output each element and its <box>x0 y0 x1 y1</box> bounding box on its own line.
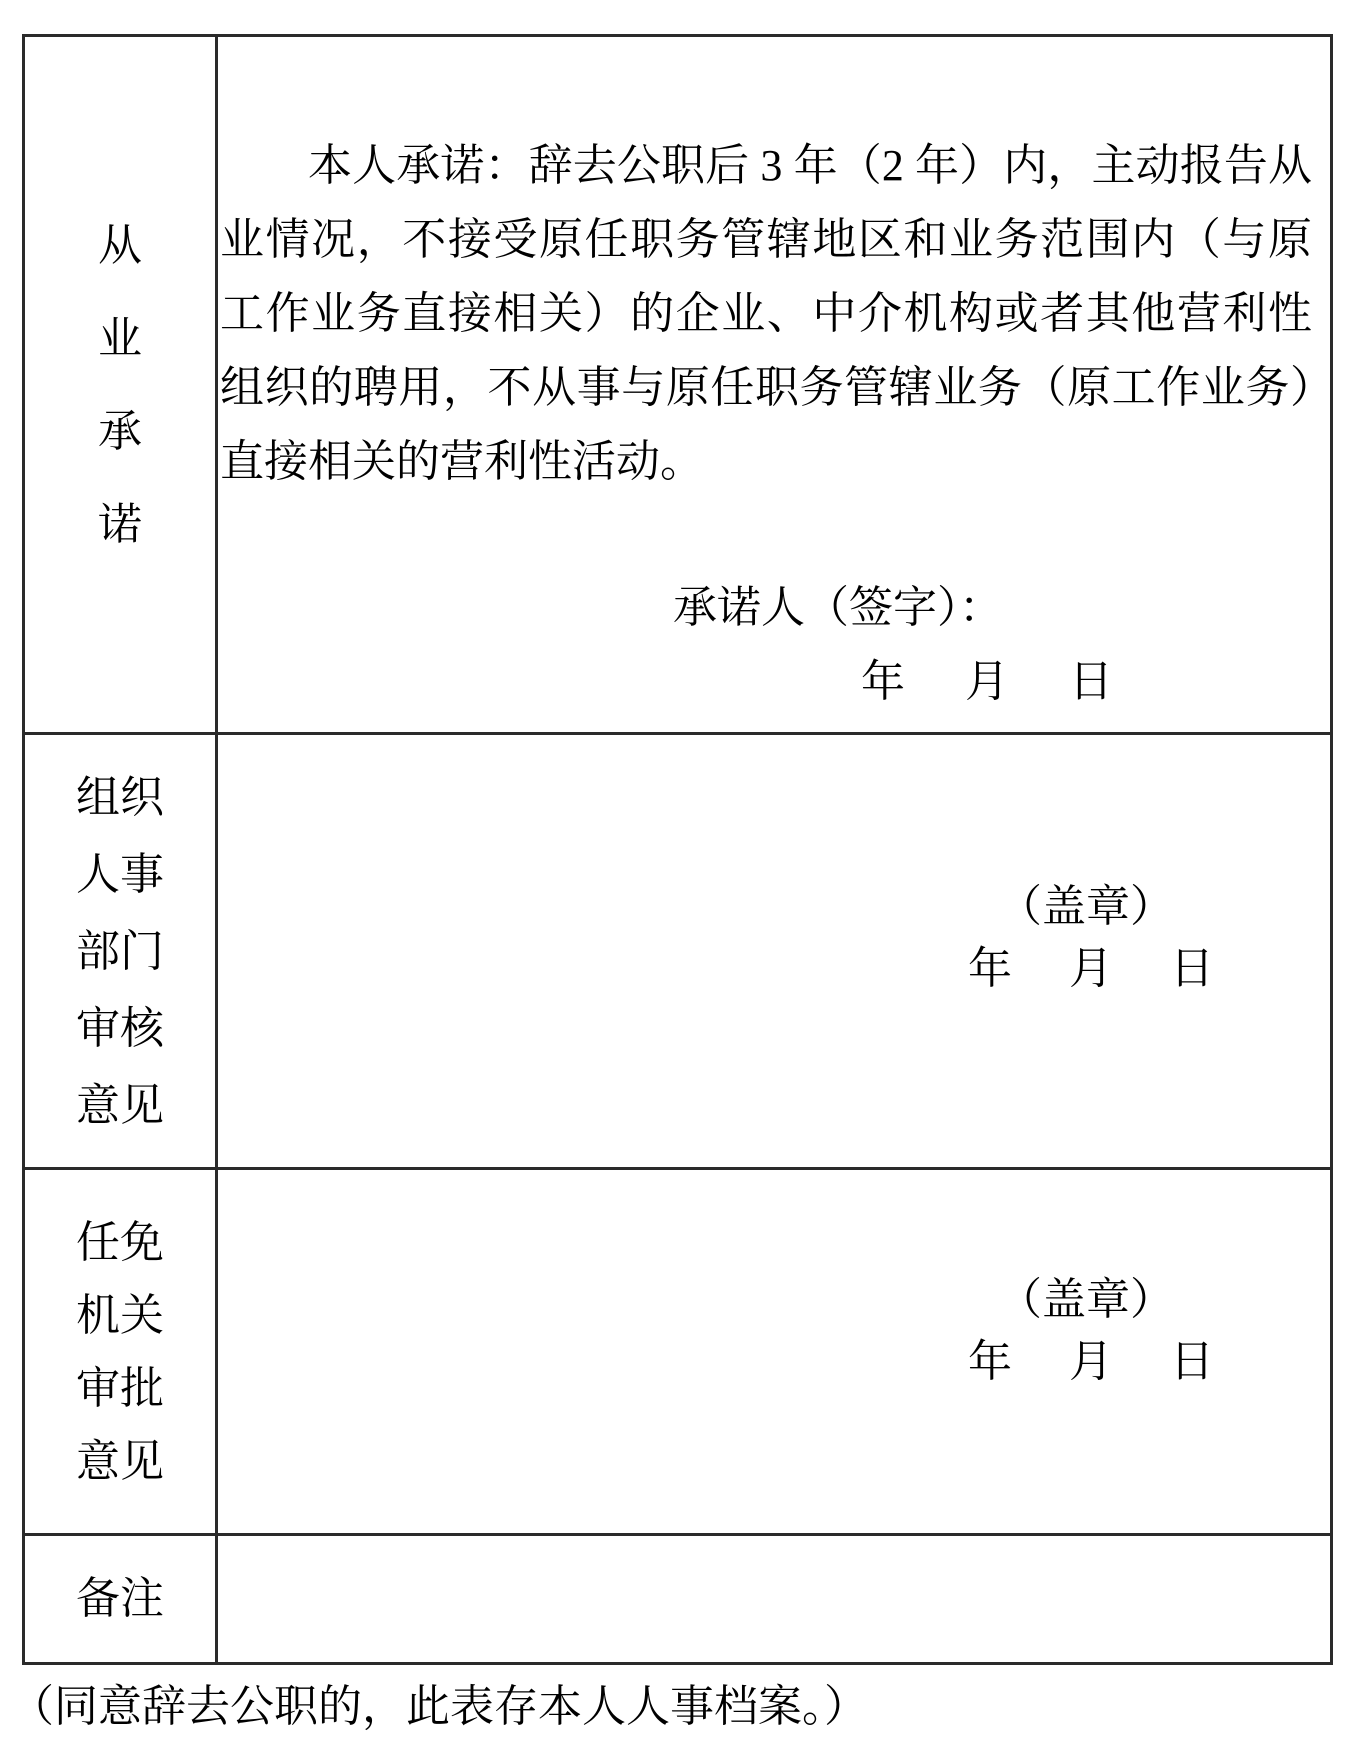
header-line: 备注 <box>76 1574 164 1623</box>
seal-label: （盖章） <box>998 882 1174 931</box>
header-char: 承 <box>98 406 142 456</box>
seal-placeholder <box>998 877 1174 937</box>
header-char: 业 <box>98 313 142 363</box>
header-char: 从 <box>98 220 142 270</box>
month-label: 月 <box>965 656 1009 706</box>
table-row-appointment-authority-approval <box>24 1169 1332 1535</box>
row-header-label <box>25 1569 215 1629</box>
approval-date-line <box>968 1330 1214 1394</box>
day-label: 日 <box>1170 1336 1214 1386</box>
remarks-cell <box>217 1535 1332 1664</box>
employment-commitment-cell <box>217 36 1332 734</box>
year-label: 年 <box>968 944 1012 993</box>
footer-note: （同意辞去公职的，此表存本人人事档案。） <box>10 1682 868 1731</box>
header-char: 诺 <box>98 499 142 549</box>
signer-label: 承诺人（签字）： <box>673 582 1003 632</box>
year-label: 年 <box>968 1336 1012 1386</box>
header-line: 任免 <box>76 1217 164 1267</box>
header-line: 意见 <box>76 1080 164 1130</box>
signer-signature-line <box>673 571 1003 645</box>
header-line: 审批 <box>76 1363 164 1413</box>
table-row-org-personnel-review <box>24 734 1332 1169</box>
row-header-remarks <box>24 1535 217 1664</box>
org-personnel-review-content <box>218 877 1330 1025</box>
header-line: 意见 <box>76 1436 164 1486</box>
row-header-org-personnel-review <box>24 734 217 1169</box>
month-label: 月 <box>1069 944 1113 993</box>
employment-commitment-content <box>218 51 1330 719</box>
header-line: 审核 <box>76 1003 164 1053</box>
header-line: 部门 <box>76 926 164 976</box>
row-header-label <box>25 1206 215 1498</box>
day-label: 日 <box>1170 944 1214 993</box>
resignation-form-table <box>22 34 1333 1665</box>
header-line: 机关 <box>76 1290 164 1340</box>
header-line: 组织 <box>76 772 164 822</box>
year-label: 年 <box>861 656 905 706</box>
table-row-employment-commitment <box>24 36 1332 734</box>
row-header-label <box>25 199 215 571</box>
row-header-appointment-authority-approval <box>24 1169 217 1535</box>
commitment-paragraph: 本人承诺：辞去公职后 3 年（2 年）内，主动报告从业情况，不接受原任职务管辖地区和业务范围内（与原工作业务直接相关）的企业、中介机构或者其他营利性组织的聘用，不从事与原任职务管辖业务（原工作业务）直接相关的营利性活动。 <box>220 140 1312 486</box>
day-label: 日 <box>1069 656 1113 706</box>
appointment-authority-approval-cell <box>217 1169 1332 1535</box>
row-header-label <box>25 759 215 1144</box>
seal-placeholder <box>998 1270 1174 1330</box>
org-personnel-review-cell <box>217 734 1332 1169</box>
review-date-line <box>968 937 1214 1001</box>
row-header-employment-commitment <box>24 36 217 734</box>
table-row-remarks <box>24 1535 1332 1664</box>
month-label: 月 <box>1069 1336 1113 1386</box>
header-line: 人事 <box>76 849 164 899</box>
seal-label: （盖章） <box>998 1274 1174 1324</box>
commitment-date-line <box>861 645 1113 719</box>
appointment-authority-approval-content <box>218 1270 1330 1434</box>
